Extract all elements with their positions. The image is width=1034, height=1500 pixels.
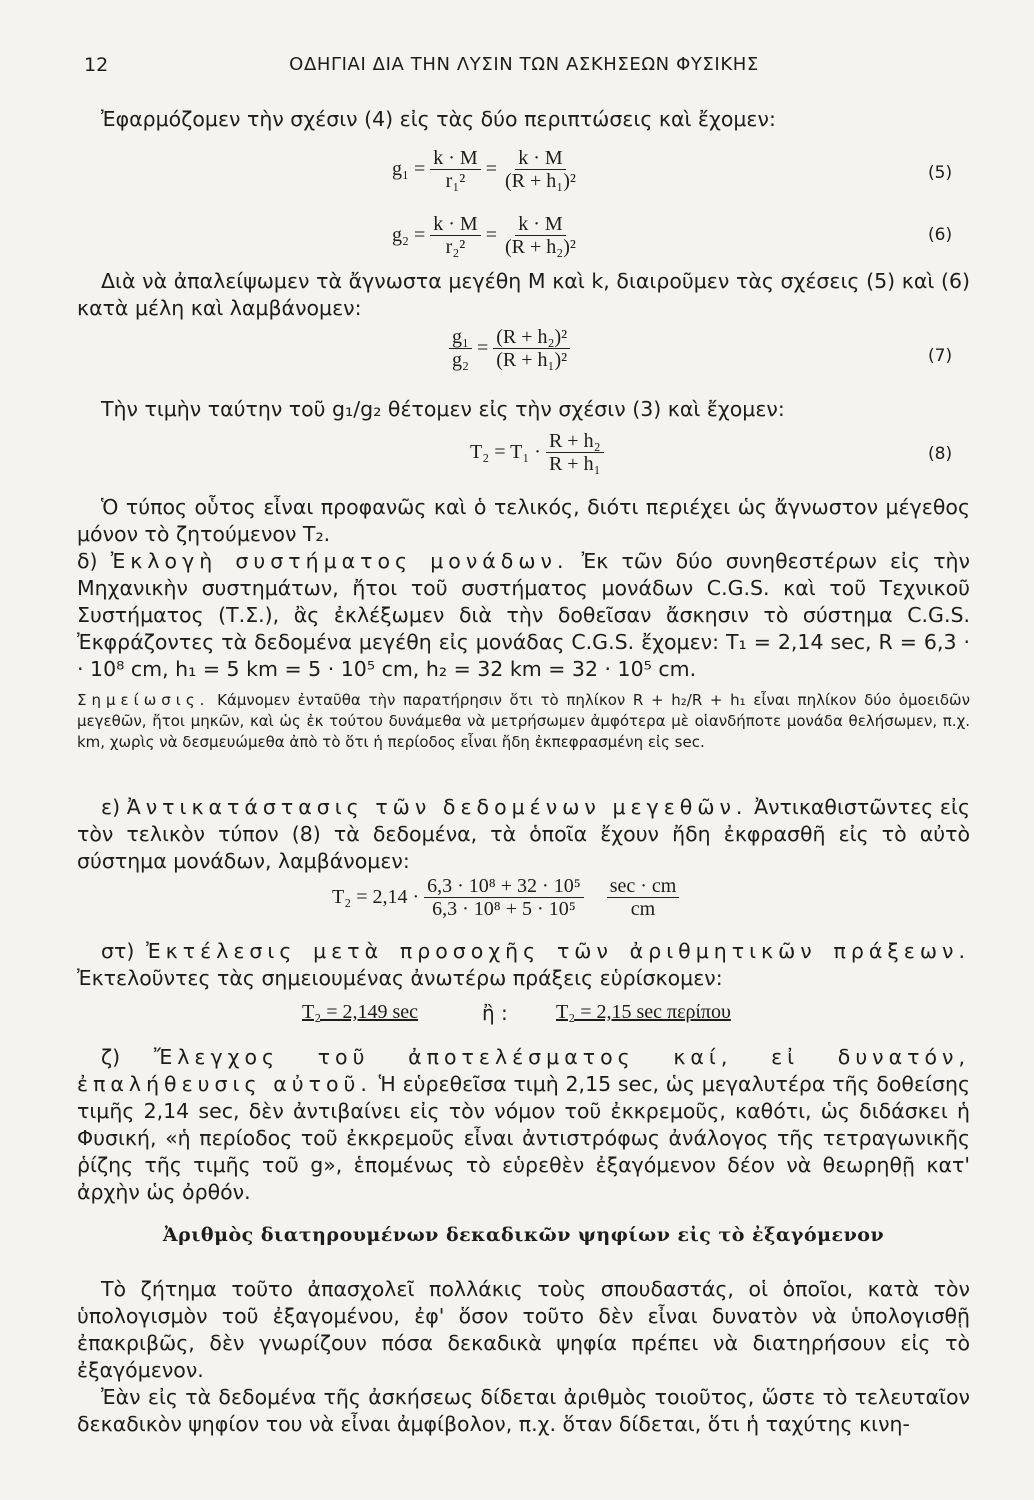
equation-6: g₂ = $\frac{k \cdot M}{\text{r₂²}}$ = $\frac{k \cdot M}{\text{(R + h₂)²}}$ xyxy=(392,213,584,258)
sub-den: 6,3 · 10⁸ + 5 · 10⁵ xyxy=(432,898,576,920)
step-e-text: Ἀντικαθιστῶντες εἰς τὸν τελικὸν τύπον (8) τὰ δεδομένα, τὰ ὁποῖα ἔχουν ἤδη ἐκφρασθῆ εἰς τὸ αὐτὸ σύστημα μονάδων, λαμβάνομεν: xyxy=(77,795,970,873)
eq6-lhs: g₂ = xyxy=(392,224,426,246)
result-approx: T₂ = 2,15 sec περίπου xyxy=(556,1001,731,1023)
eq5-num1: k · M xyxy=(430,147,480,170)
eq7-den-right: (R + h₁)² xyxy=(496,349,568,371)
eq7-fraction-left xyxy=(449,326,472,371)
note-paragraph xyxy=(77,690,970,753)
page-header xyxy=(84,54,964,80)
eq8-num: R + h₂ xyxy=(546,430,604,453)
section-paragraph-1: Τὸ ζήτημα τοῦτο ἀπασχολεῖ πολλάκις τοὺς σπουδαστάς, οἱ ὁποῖοι, κατὰ τὸν ὑπολογισμὸν τοῦ ἐξαγομένου, ἐφ' ὅσον τοῦτο δὲν εἶναι δυνατὸν νὰ ὑπολογισθῇ ἐπακριβῶς, δὲν γνωρίζουν πόσα δεκαδικὰ ψηφία πρέπει νὰ διατηρήσουν εἰς τὸ ἐξαγόμενον. xyxy=(77,1277,970,1382)
sub-fraction xyxy=(424,875,584,920)
eq5-den2: (R + h₁)² xyxy=(505,170,576,192)
eq5-fraction-2 xyxy=(502,147,579,192)
eq6-den2: (R + h₂)² xyxy=(505,236,576,258)
intro-paragraph: Ἐφαρμόζομεν τὴν σχέσιν (4) εἰς τὰς δύο περιπτώσεις καὶ ἔχομεν: xyxy=(101,107,776,131)
value-paragraph: Τὴν τιμὴν ταύτην τοῦ g₁/g₂ θέτομεν εἰς τὴν σχέσιν (3) καὶ ἔχομεν: xyxy=(101,397,785,421)
section-title: Ἀριθμὸς διατηρουμένων δεκαδικῶν ψηφίων εἰς τὸ ἐξαγόμενον xyxy=(162,1224,885,1246)
eq7-label: (7) xyxy=(928,346,953,366)
eq8-label: (8) xyxy=(928,444,953,464)
sub-num: 6,3 · 10⁸ + 32 · 10⁵ xyxy=(424,875,584,898)
sub-unit-fraction xyxy=(607,875,680,920)
equation-7: $\frac{\text{g₁}}{\text{g₂}}$ = $\frac{\text{(R + h₂)²}}{\text{(R + h₁)²}}$ xyxy=(444,326,575,371)
divide-paragraph: Διὰ νὰ ἀπαλείψωμεν τὰ ἄγνωστα μεγέθη M καὶ k, διαιροῦμεν τὰς σχέσεις (5) καὶ (6) κατὰ μέλη καὶ λαμβάνομεν: xyxy=(77,269,970,320)
step-e-paragraph xyxy=(77,794,970,875)
section-paragraph-2: Ἐὰν εἰς τὰ δεδομένα τῆς ἀσκήσεως δίδεται ἀριθμὸς τοιοῦτος, ὥστε τὸ τελευταῖον δεκαδικὸν ψηφίον του νὰ εἶναι ἀμφίβολον, π.χ. ὅταν δίδεται, ὅτι ἡ ταχύτης κινη- xyxy=(77,1385,970,1436)
sub-unit-den: cm xyxy=(630,898,656,920)
step-e-title: Ἀντικατάστασις τῶν δεδομένων μεγεθῶν. xyxy=(126,795,748,819)
step-d-title: Ἐκλογὴ συστήματος μονάδων. xyxy=(110,549,569,573)
eq6-fraction-1 xyxy=(430,213,480,258)
final-formula-paragraph: Ὁ τύπος οὗτος εἶναι προφανῶς καὶ ὁ τελικός, διότι περιέχει ὡς ἄγνωστον μέγεθος μόνον τὸ ζητούμενον T₂. xyxy=(77,495,970,546)
page-number: 12 xyxy=(84,54,109,76)
result-or: ἢ : xyxy=(482,1001,508,1025)
step-e-label: ε) xyxy=(101,795,127,819)
step-st-paragraph xyxy=(77,938,970,992)
note-text: Κάμνομεν ἐνταῦθα τὴν παρατήρησιν ὅτι τὸ πηλίκον R + h₂/R + h₁ εἶναι πηλίκον δύο ὁμοειδῶν μεγεθῶν, ἤτοι μηκῶν, καὶ ὡς ἐκ τούτου δυνάμεθα νὰ μετρήσωμεν ἀμφότερα μὲ οἱανδήποτε μονάδα θελήσωμεν, π.χ. km, χωρὶς νὰ δεσμευώμεθα ἀπὸ τὸ ὅτι ἡ περίοδος εἶναι ἤδη ἐκπεφρασμένη εἰς sec. xyxy=(77,691,970,751)
eq6-den1: r₂² xyxy=(445,236,466,258)
step-st-title: Ἐκτέλεσις μετὰ προσοχῆς τῶν ἀριθμητικῶν πράξεων. xyxy=(146,939,970,963)
eq6-num2: k · M xyxy=(515,213,565,236)
step-z-label: ζ) xyxy=(101,1045,154,1069)
step-z-text: Ἡ εὑρεθεῖσα τιμὴ 2,15 sec, ὡς μεγαλυτέρα τῆς δοθείσης τιμῆς 2,14 sec, δὲν ἀντιβαίνει εἰς τὸν νόμον τοῦ ἐκκρεμοῦς, καθότι, ὡς διδάσκει ἡ Φυσική, «ἡ περίοδος τοῦ ἐκκρεμοῦς εἶναι ἀντιστρόφως ἀνάλογος τῆς τετραγωνικῆς ῥίζης τῆς τιμῆς τοῦ g», ἑπομένως τὸ εὑρεθὲν ἐξαγόμενον δέον νὰ θεωρηθῇ κατ' ἀρχὴν ὡς ὀρθόν. xyxy=(77,1072,970,1204)
sub-lhs: T₂ = 2,14 · xyxy=(332,886,420,908)
eq5-den1: r₁² xyxy=(445,170,466,192)
equation-5: g₁ = $\frac{k \cdot M}{\text{r₁²}}$ = $\frac{k \cdot M}{\text{(R + h₁)²}}$ xyxy=(392,147,584,192)
eq5-lhs: g₁ = xyxy=(392,158,426,180)
eq5-label: (5) xyxy=(928,163,953,183)
eq6-num1: k · M xyxy=(430,213,480,236)
eq6-label: (6) xyxy=(928,225,953,245)
step-st-label: στ) xyxy=(101,939,147,963)
step-z-paragraph xyxy=(77,1044,970,1206)
running-title: ΟΔΗΓΙΑΙ ΔΙΑ ΤΗΝ ΛΥΣΙΝ ΤΩΝ ΑΣΚΗΣΕΩΝ ΦΥΣΙΚΗΣ xyxy=(289,54,759,75)
step-d-label: δ) xyxy=(77,549,111,573)
eq6-fraction-2 xyxy=(502,213,579,258)
sub-unit-num: sec · cm xyxy=(607,875,680,898)
step-st-text: Ἐκτελοῦντες τὰς σημειουμένας ἀνωτέρω πράξεις εὑρίσκομεν: xyxy=(77,966,723,990)
substitution-equation xyxy=(332,875,684,920)
note-label: Σημείωσις. xyxy=(77,691,210,709)
eq8-lhs: T₂ = T₁ · xyxy=(470,441,541,463)
step-z-title: Ἔλεγχος τοῦ ἀποτελέσματος καί, εἰ δυνατόν, ἐπαλήθευσις αὐτοῦ. xyxy=(77,1045,970,1096)
result-precise: T₂ = 2,149 sec xyxy=(302,1001,419,1023)
eq5-num2: k · M xyxy=(515,147,565,170)
eq8-den: R + h₁ xyxy=(548,453,601,475)
equation-8 xyxy=(470,430,609,475)
step-d-paragraph xyxy=(77,548,970,683)
eq8-fraction xyxy=(546,430,604,475)
eq7-den-left: g₂ xyxy=(452,349,469,371)
eq7-num-left: g₁ xyxy=(449,326,472,349)
step-d-text: Ἐκ τῶν δύο συνηθεστέρων εἰς τὴν Μηχανικὴν συστημάτων, ἤτοι τοῦ συστήματος μονάδων C.G.S. καὶ τοῦ Τεχνικοῦ Συστήματος (Τ.Σ.), ἂς ἐκλέξωμεν διὰ τὴν δοθεῖσαν ἄσκησιν τὸ σύστημα C.G.S. Ἐκφράζοντες τὰ δεδομένα μεγέθη εἰς μονάδας C.G.S. ἔχομεν: T₁ = 2,14 sec, R = 6,3 · · 10⁸ cm, h₁ = 5 km = 5 · 10⁵ cm, h₂ = 32 km = 32 · 10⁵ cm. xyxy=(77,549,970,681)
eq7-fraction-right xyxy=(493,326,570,371)
eq7-num-right: (R + h₂)² xyxy=(493,326,570,349)
eq5-fraction-1 xyxy=(430,147,480,192)
